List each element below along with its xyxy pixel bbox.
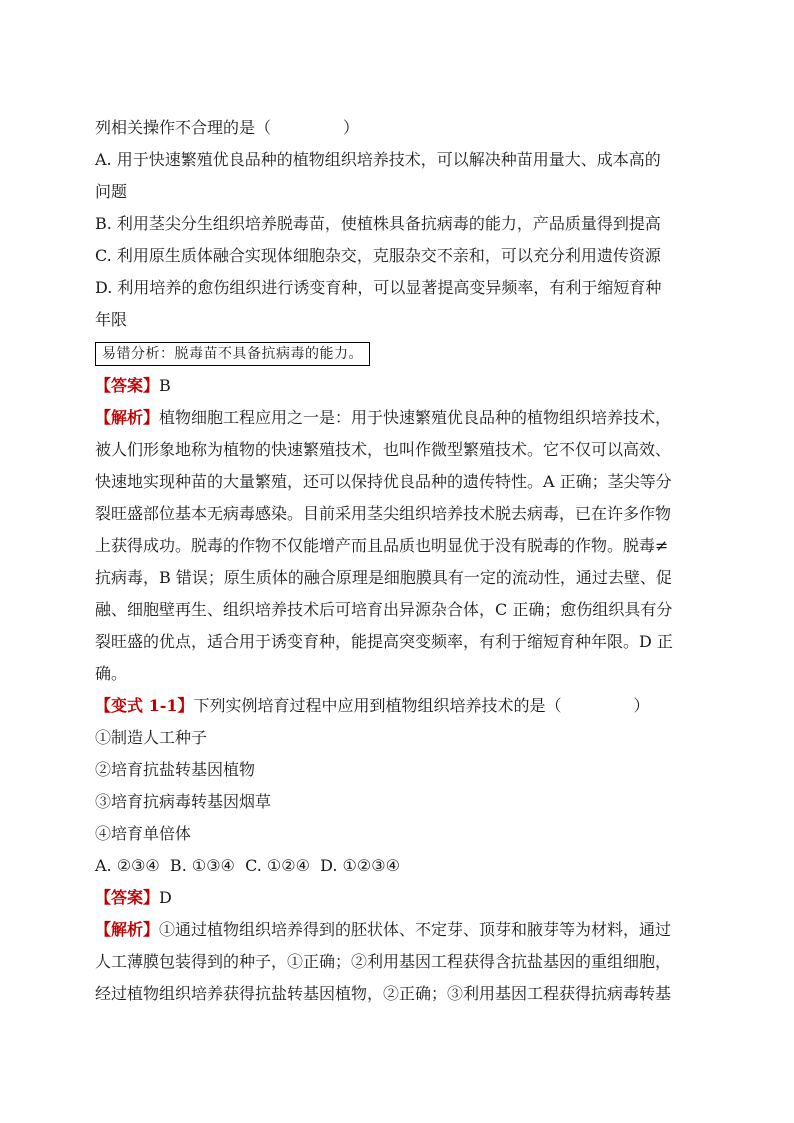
option-d-cont: 年限 [95,310,128,329]
option-a-cont: 问题 [95,182,128,201]
answer-1 [95,370,695,402]
analysis-tag: 【解析】 [95,920,160,939]
variant-question: 【变式 1-1】下列实例培育过程中应用到植物组织培养技术的是（ ） [95,696,650,715]
analysis-2 [95,914,695,1010]
document-content [95,112,695,1010]
analysis-line: 上获得成功。脱毒的作物不仅能增产而且品质也明显优于没有脱毒的作物。脱毒≠ [95,536,669,555]
analysis-line: 【解析】植物细胞工程应用之一是：用于快速繁殖优良品种的植物组织培养技术， [95,408,672,427]
answer-value: B [159,376,171,395]
question-stem: 列相关操作不合理的是（ ） [95,118,360,137]
analysis-line: 裂旺盛部位基本无病毒感染。目前采用茎尖组织培养技术脱去病毒，已在许多作物 [95,504,672,523]
answer-value: D [159,888,172,907]
analysis-line: 快速地实现种苗的大量繁殖，还可以保持优良品种的遗传特性。A 正确；茎尖等分 [95,472,672,491]
answer-tag: 【答案】 [95,376,160,395]
variant-item: ④培育单倍体 [95,824,192,843]
analysis-1 [95,402,695,690]
answer-2 [95,882,695,914]
option-b: B. 利用茎尖分生组织培养脱毒苗，使植株具备抗病毒的能力，产品质量得到提高 [95,214,661,233]
analysis-tag: 【解析】 [95,408,160,427]
analysis-line: 【解析】①通过植物组织培养得到的胚状体、不定芽、顶芽和腋芽等为材料，通过 [95,920,672,939]
variant-tag: 【变式 1-1】 [95,696,194,715]
analysis-line: 被人们形象地称为植物的快速繁殖技术，也叫作微型繁殖技术。它不仅可以高效、 [95,440,672,459]
error-tip-box: 易错分析：脱毒苗不具备抗病毒的能力。 [95,342,370,366]
analysis-line: 抗病毒，B 错误；原生质体的融合原理是细胞膜具有一定的流动性，通过去壁、促 [95,568,672,587]
option-c: C. 利用原生质体融合实现体细胞杂交，克服杂交不亲和，可以充分利用遗传资源 [95,246,661,265]
variant-choices: A. ②③④ B. ①③④ C. ①②④ D. ①②③④ [95,856,400,875]
option-d: D. 利用培养的愈伤组织进行诱变育种，可以显著提高变异频率，有利于缩短育种 [95,278,662,297]
answer-tag: 【答案】 [95,888,160,907]
analysis-line: 融、细胞壁再生、组织培养技术后可培育出异源杂合体，C 正确；愈伤组织具有分 [95,600,673,619]
option-a: A. 用于快速繁殖优良品种的植物组织培养技术，可以解决种苗用量大、成本高的 [95,150,661,169]
analysis-line: 经过植物组织培养获得抗盐转基因植物，②正确；③利用基因工程获得抗病毒转基 [95,984,672,1003]
variant-item: ①制造人工种子 [95,728,208,747]
variant-item: ②培育抗盐转基因植物 [95,760,256,779]
variant-item: ③培育抗病毒转基因烟草 [95,792,272,811]
tip-wrapper [95,336,695,370]
analysis-line: 裂旺盛的优点，适合用于诱变育种，能提高突变频率，有利于缩短育种年限。D 正 [95,632,673,651]
analysis-line: 人工薄膜包装得到的种子，①正确；②利用基因工程获得含抗盐基因的重组细胞， [95,952,672,971]
analysis-line: 确。 [95,664,128,683]
